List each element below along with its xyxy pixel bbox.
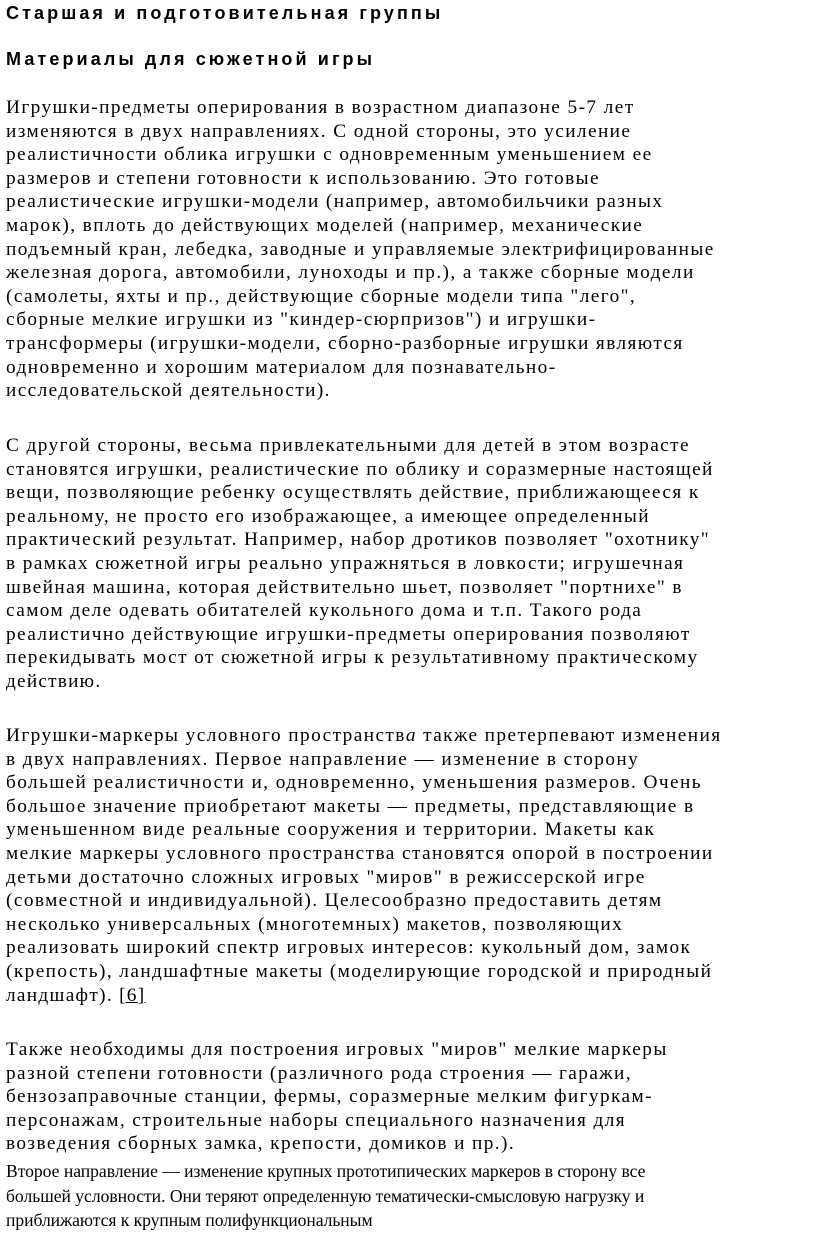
footnote-link[interactable]: [6] [119, 984, 146, 1006]
italic-letter: а [405, 725, 417, 746]
text-line: Также необходимы для построения игровых "миров" мелкие маркеры [6, 1039, 668, 1060]
text-line: реалистично действующие игрушки-предметы оперирования позволяют [6, 623, 691, 645]
text-line: изменяются в двух направлениях. С одной стороны, это усиление [6, 120, 632, 142]
text-line: трансформеры (игрушки-модели, сборно-разборные игрушки являются [6, 332, 684, 354]
text-line: исследовательской деятельности). [6, 380, 331, 402]
text-fragment: также претерпевают изменения [416, 725, 722, 746]
text-line: размеров и степени готовности к использованию. Это готовые [6, 167, 600, 189]
text-line: швейная машина, которая действительно шьет, позволяет "портнихе" в [6, 576, 683, 598]
text-line: уменьшенном виде реальные сооружения и территории. Макеты как [6, 819, 656, 841]
paragraph-5 [6, 1159, 816, 1233]
text-line: бензозаправочные станции, фермы, соразмерные мелким фигуркам- [6, 1086, 653, 1108]
paragraph-3 [6, 724, 816, 1007]
text-line: сборные мелкие игрушки из "киндер-сюрпризов") и игрушки- [6, 309, 597, 331]
text-line: большое значение приобретают макеты — предметы, представляющие в [6, 795, 695, 817]
text-line: подъемный кран, лебедка, заводные и управляемые электрифицированные [6, 238, 715, 260]
paragraph-1 [6, 96, 816, 403]
text-line: одновременно и хорошим материалом для познавательно- [6, 356, 557, 378]
text-line: (крепость), ландшафтные макеты (моделирующие городской и природный [6, 960, 713, 982]
text-line: (совместной и индивидуальной). Целесообразно предоставить детям [6, 890, 663, 912]
text-line: вещи, позволяющие ребенку осуществлять действие, приближающееся к [6, 482, 700, 504]
text-line: самом деле одевать обитателей кукольного дома и т.п. Такого рода [6, 600, 643, 622]
text-line: персонажам, строительные наборы специального назначения для [6, 1109, 627, 1131]
text-line: практический результат. Например, набор дротиков позволяет "охотнику" [6, 529, 711, 551]
text-fragment: Игрушки-маркеры условного пространств [6, 725, 406, 746]
text-line: марок), вплоть до действующих моделей (например, механические [6, 214, 644, 236]
text-line: Игрушки-предметы оперирования в возрастном диапазоне 5-7 лет [6, 97, 635, 118]
text-line: становятся игрушки, реалистические по облику и соразмерные настоящей [6, 458, 714, 480]
text-line: приближаются к крупным полифункциональным [6, 1210, 373, 1231]
text-line: детьми достаточно сложных игровых "миров" в режиссерской игре [6, 866, 646, 888]
text-line: мелкие маркеры условного пространства становятся опорой в построении [6, 842, 714, 864]
text-line: большей реалистичности и, одновременно, уменьшения размеров. Очень [6, 772, 702, 794]
text-line: железная дорога, автомобили, луноходы и пр.), а также сборные модели [6, 262, 695, 284]
text-fragment: ландшафт). [6, 984, 120, 1006]
paragraph-2 [6, 434, 816, 694]
text-line: С другой стороны, весьма привлекательными для детей в этом возрасте [6, 435, 690, 456]
text-line [6, 724, 816, 748]
paragraph-4 [6, 1038, 816, 1156]
text-line: реальному, не просто его изображающее, а имеющее определенный [6, 505, 650, 527]
text-line: реализовать широкий спектр игровых интересов: кукольный дом, замок [6, 937, 692, 959]
text-line: возведения сборных замка, крепости, домиков и пр.). [6, 1133, 516, 1155]
text-line: Второе направление — изменение крупных прототипических маркеров в сторону все [6, 1161, 646, 1181]
text-line: разной степени готовности (различного рода строения — гаражи, [6, 1062, 633, 1084]
text-line: (самолеты, яхты и пр., действующие сборные модели типа "лего", [6, 285, 637, 307]
text-line: в рамках сюжетной игры реально упражняться в ловкости; игрушечная [6, 552, 685, 574]
text-line: в двух направлениях. Первое направление — изменение в сторону [6, 748, 640, 770]
text-line: перекидывать мост от сюжетной игры к результативному практическому [6, 647, 699, 669]
text-line: большей условности. Они теряют определенную тематически-смысловую нагрузку и [6, 1185, 645, 1206]
text-line: несколько универсальных (многотемных) макетов, позволяющих [6, 913, 624, 935]
section-heading: Материалы для сюжетной игры [6, 49, 376, 69]
text-line: действию. [6, 670, 102, 692]
text-line: реалистичности облика игрушки с одновременным уменьшением ее [6, 144, 653, 166]
text-line: реалистические игрушки-модели (например, автомобильчики разных [6, 191, 664, 213]
text-line [6, 984, 816, 1008]
group-heading: Старшая и подготовительная группы [6, 3, 444, 23]
